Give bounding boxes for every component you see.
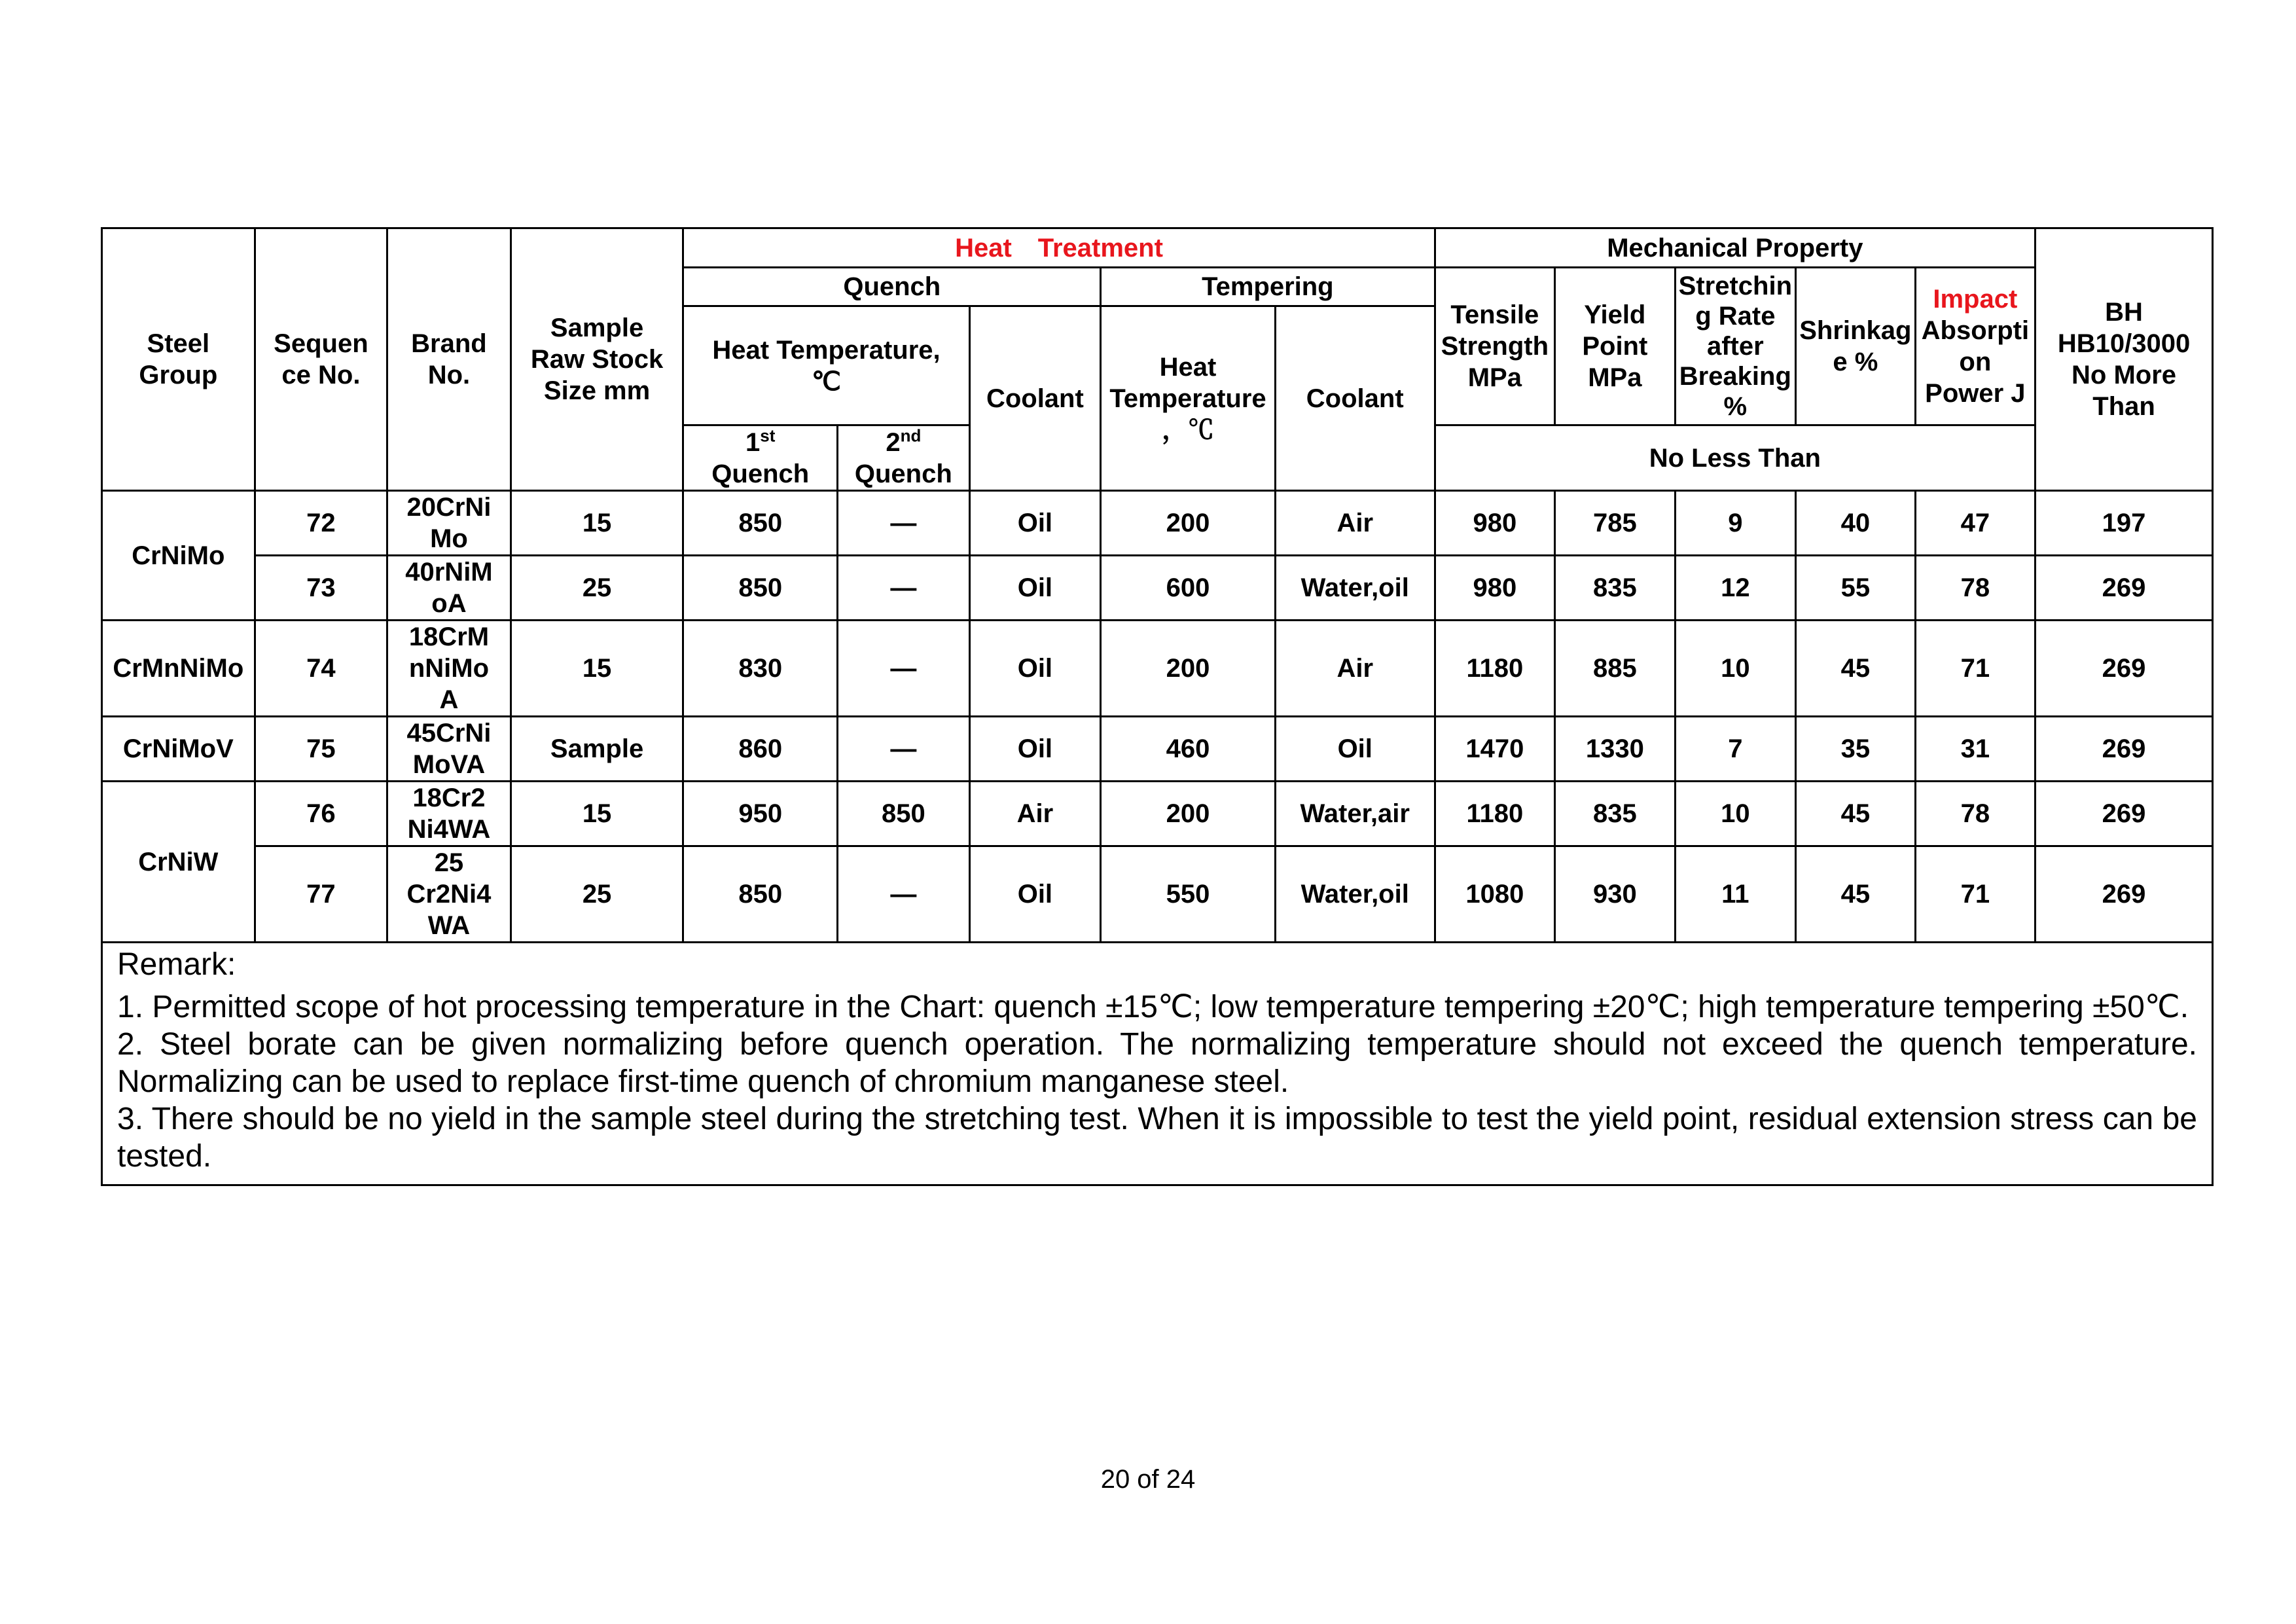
remark-item-1: 1. Permitted scope of hot processing temperature in the Chart: quench ±15℃; low temperature tempering ±20℃; high temperature tempering ±50℃. [117,990,2189,1024]
cell-stretch: 10 [1675,782,1796,846]
cell-seq: 72 [255,491,387,556]
header-no-less-than: No Less Than [1435,425,2036,491]
cell-impact: 31 [1915,717,2036,782]
header-quench-coolant: Coolant [969,306,1101,491]
header-second-quench: 2nd Quench [838,425,970,491]
cell-seq: 73 [255,556,387,621]
cell-stretch: 9 [1675,491,1796,556]
cell-second-quench: 850 [838,782,970,846]
group-crmnnimo: CrMnNiMo [102,621,255,717]
cell-hardness: 269 [2036,782,2213,846]
cell-shrink: 45 [1796,782,1916,846]
steel-spec-table [101,227,2214,1186]
cell-size: 25 [511,556,683,621]
cell-seq: 77 [255,846,387,943]
cell-tensile: 1080 [1435,846,1555,943]
cell-tempering-coolant: Water,oil [1275,846,1435,943]
group-crnimo: CrNiMo [102,491,255,621]
cell-tensile: 1470 [1435,717,1555,782]
cell-first-quench: 850 [683,846,838,943]
cell-brand: 18Cr2 Ni4WA [387,782,511,846]
table-row [102,621,2213,717]
header-tempering: Tempering [1101,268,1435,306]
cell-stretch: 7 [1675,717,1796,782]
table-row [102,717,2213,782]
cell-size: 15 [511,782,683,846]
cell-shrink: 45 [1796,846,1916,943]
cell-tensile: 980 [1435,556,1555,621]
cell-seq: 76 [255,782,387,846]
group-crnimov: CrNiMoV [102,717,255,782]
header-yield-point: Yield Point MPa [1555,268,1676,425]
cell-tensile: 980 [1435,491,1555,556]
header-first-quench: 1st Quench [683,425,838,491]
cell-impact: 47 [1915,491,2036,556]
cell-quench-coolant: Oil [969,621,1101,717]
cell-second-quench: — [838,717,970,782]
cell-yield: 1330 [1555,717,1676,782]
cell-tempering-temp: 200 [1101,491,1276,556]
cell-tempering-temp: 460 [1101,717,1276,782]
cell-tempering-coolant: Water,air [1275,782,1435,846]
cell-quench-coolant: Oil [969,491,1101,556]
cell-stretch: 12 [1675,556,1796,621]
header-brand-no: Brand No. [387,228,511,491]
header-tensile-strength: Tensile Strength MPa [1435,268,1555,425]
cell-impact: 78 [1915,782,2036,846]
cell-quench-coolant: Air [969,782,1101,846]
cell-hardness: 269 [2036,556,2213,621]
remark-item-3: 3. There should be no yield in the sample steel during the stretching test. When it is impossible to test the yield point, residual extension stress can be tested. [117,1102,2197,1174]
cell-tensile: 1180 [1435,782,1555,846]
cell-tempering-coolant: Oil [1275,717,1435,782]
cell-hardness: 197 [2036,491,2213,556]
cell-second-quench: — [838,491,970,556]
cell-quench-coolant: Oil [969,717,1101,782]
cell-hardness: 269 [2036,717,2213,782]
cell-shrink: 40 [1796,491,1916,556]
header-quench: Quench [683,268,1101,306]
header-mechanical-property: Mechanical Property [1435,228,2036,268]
header-hardness: BH HB10/3000 No More Than [2036,228,2213,491]
cell-first-quench: 850 [683,556,838,621]
table-row [102,846,2213,943]
cell-shrink: 35 [1796,717,1916,782]
cell-seq: 74 [255,621,387,717]
cell-tempering-coolant: Water,oil [1275,556,1435,621]
header-sample-size: Sample Raw Stock Size mm [511,228,683,491]
cell-yield: 885 [1555,621,1676,717]
cell-yield: 835 [1555,782,1676,846]
cell-size: 15 [511,621,683,717]
cell-yield: 835 [1555,556,1676,621]
remark-item-2: 2. Steel borate can be given normalizing before quench operation. The normalizing temperature should not exceed the quench temperature. Normalizing can be used to replace first-time quench of chromium manganese steel. [117,1027,2197,1099]
cell-first-quench: 850 [683,491,838,556]
table-row [102,556,2213,621]
header-tempering-coolant: Coolant [1275,306,1435,491]
cell-yield: 785 [1555,491,1676,556]
cell-impact: 78 [1915,556,2036,621]
cell-first-quench: 950 [683,782,838,846]
cell-shrink: 45 [1796,621,1916,717]
header-quench-heat-temperature: Heat Temperature, ℃ [683,306,969,425]
cell-hardness: 269 [2036,621,2213,717]
cell-first-quench: 830 [683,621,838,717]
cell-tempering-temp: 200 [1101,621,1276,717]
cell-stretch: 10 [1675,621,1796,717]
cell-brand: 18CrM nNiMo A [387,621,511,717]
cell-size: Sample [511,717,683,782]
group-crniw: CrNiW [102,782,255,943]
cell-tempering-temp: 200 [1101,782,1276,846]
cell-shrink: 55 [1796,556,1916,621]
cell-tensile: 1180 [1435,621,1555,717]
header-shrinkage: Shrinkag e % [1796,268,1916,425]
cell-seq: 75 [255,717,387,782]
cell-tempering-coolant: Air [1275,621,1435,717]
cell-second-quench: — [838,846,970,943]
remarks-title: Remark: [117,947,236,982]
cell-brand: 25 Cr2Ni4 WA [387,846,511,943]
page-number: 20 of 24 [1100,1465,1196,1494]
header-steel-group: Steel Group [102,228,255,491]
header-tempering-heat-temperature: Heat Temperature ，℃ [1101,306,1276,491]
header-impact-absorption: Impact Absorpti on Power J [1915,268,2036,425]
cell-size: 15 [511,491,683,556]
cell-quench-coolant: Oil [969,556,1101,621]
cell-brand: 40rNiM oA [387,556,511,621]
cell-brand: 45CrNi MoVA [387,717,511,782]
cell-tempering-coolant: Air [1275,491,1435,556]
cell-impact: 71 [1915,621,2036,717]
cell-tempering-temp: 550 [1101,846,1276,943]
cell-brand: 20CrNi Mo [387,491,511,556]
header-heat-treatment: Heat Treatment [683,228,1435,268]
remarks-block [102,943,2213,1185]
cell-tempering-temp: 600 [1101,556,1276,621]
cell-yield: 930 [1555,846,1676,943]
cell-quench-coolant: Oil [969,846,1101,943]
cell-size: 25 [511,846,683,943]
cell-stretch: 11 [1675,846,1796,943]
cell-second-quench: — [838,621,970,717]
cell-first-quench: 860 [683,717,838,782]
cell-hardness: 269 [2036,846,2213,943]
table-row [102,491,2213,556]
table-row [102,782,2213,846]
header-sequence-no: Sequen ce No. [255,228,387,491]
cell-impact: 71 [1915,846,2036,943]
header-stretching-rate: Stretchin g Rate after Breaking % [1675,268,1796,425]
cell-second-quench: — [838,556,970,621]
